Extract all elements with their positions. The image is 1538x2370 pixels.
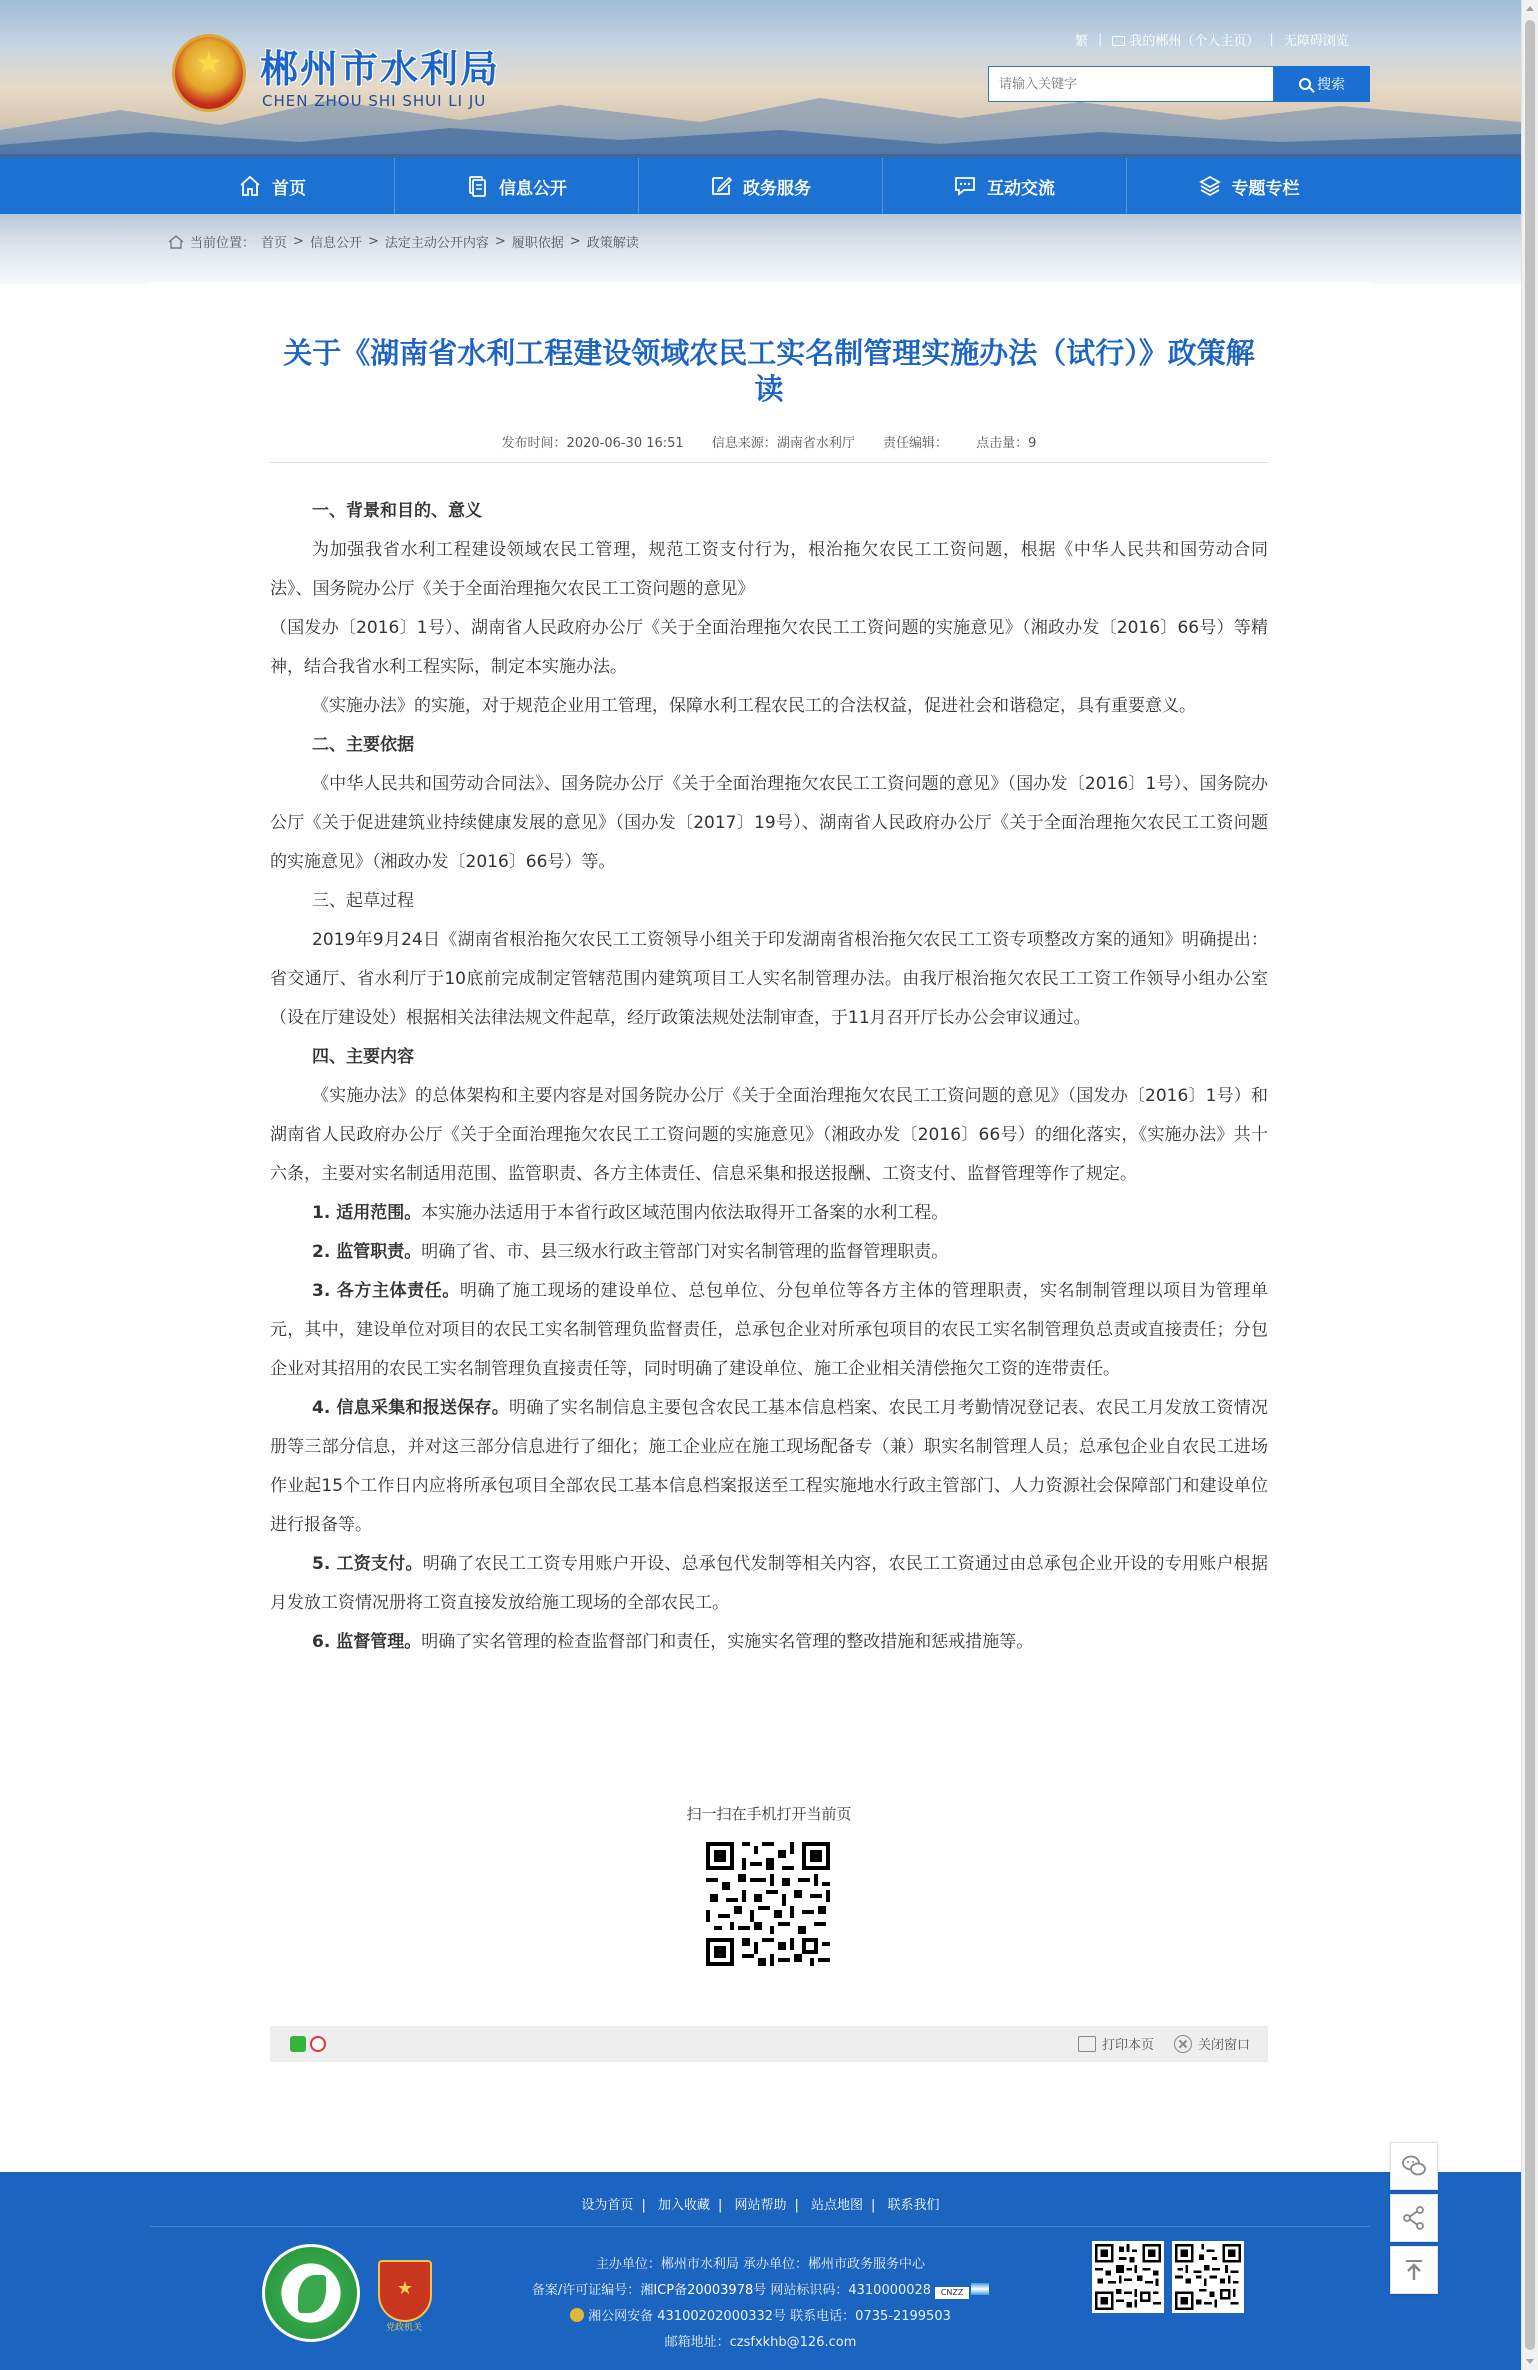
weibo-share-icon[interactable]	[310, 2036, 326, 2052]
list-item	[270, 1194, 1268, 1233]
breadcrumb-statutory[interactable]: 法定主动公开内容	[384, 236, 489, 251]
paragraph: 《中华人民共和国劳动合同法》、国务院办公厅《关于全面治理拖欠农民工工资问题的意见》（国办发〔2016〕1号）、国务院办公厅《关于促进建筑业持续健康发展的意见》（国办发〔2017〕19号）、湖南省人民政府办公厅《关于全面治理拖欠农民工工资问题的实施意见》（湘政办发〔2016〕66号）等。	[270, 774, 1268, 872]
item-label: 3. 各方主体责任。	[312, 1281, 460, 1301]
share-icon	[1400, 2204, 1428, 2232]
footer-qr-code-2	[1172, 2241, 1244, 2313]
item-label: 4. 信息采集和报送保存。	[312, 1398, 510, 1418]
icp-label: 备案/许可证编号：	[531, 2283, 641, 2298]
breadcrumb	[168, 232, 639, 251]
my-homepage-link[interactable]	[1112, 30, 1259, 49]
nav-home-label: 首页	[272, 178, 306, 199]
share-icons	[290, 2036, 326, 2052]
top-links	[1075, 30, 1349, 49]
responsible-editor: 责任编辑：	[883, 436, 949, 451]
print-label: 打印本页	[1101, 2038, 1154, 2053]
list-item	[270, 1623, 1268, 1662]
info-source: 信息来源：湖南省水利厅	[711, 436, 855, 451]
separator: |	[1269, 32, 1274, 47]
document-icon	[465, 174, 489, 198]
footer-police	[0, 2304, 1521, 2330]
item-label: 2. 监管职责。	[312, 1242, 422, 1262]
footer-link-help[interactable]: 网站帮助	[734, 2198, 787, 2213]
footer-link-favorite[interactable]: 加入收藏	[657, 2198, 710, 2213]
publish-date: 发布时间：2020-06-30 16:51	[501, 436, 684, 451]
item-text: 本实施办法适用于本省行政区域范围内依法取得开工备案的水利工程。	[421, 1203, 949, 1223]
paragraph: 《实施办法》的实施，对于规范企业用工管理，保障水利工程农民工的合法权益，促进社会和谐稳定，具有重要意义。	[312, 696, 1196, 716]
breadcrumb-info-public[interactable]: 信息公开	[309, 236, 362, 251]
footer-link-sitemap[interactable]: 站点地图	[811, 2198, 864, 2213]
nav-gov-service[interactable]	[639, 158, 883, 214]
wechat-share-icon[interactable]	[290, 2036, 306, 2052]
item-text: 明确了农民工工资专用账户开设、总承包代发制等相关内容，农民工工资通过由总承包企业开设的专用账户根据月发放工资情况册将工资直接发放给施工现场的全部农民工。	[270, 1554, 1268, 1613]
footer-divider	[150, 2226, 1370, 2227]
search-icon	[1299, 78, 1311, 90]
list-item	[270, 1389, 1268, 1545]
breadcrumb-prefix: 当前位置：	[190, 236, 256, 251]
breadcrumb-duty-basis[interactable]: 履职依据	[511, 236, 564, 251]
view-count: 点击量：9	[976, 436, 1037, 451]
footer-organizer: 主办单位：郴州市水利局 承办单位：郴州市政务服务中心	[595, 2257, 926, 2272]
scroll-up-icon[interactable]	[1526, 6, 1534, 11]
qr-label: 扫一扫在手机打开当前页	[686, 1805, 852, 1823]
nav-info-public[interactable]	[395, 158, 639, 214]
accessibility-link[interactable]: 无障碍浏览	[1283, 34, 1349, 49]
share-bar	[270, 2026, 1268, 2062]
search-input[interactable]	[988, 66, 1274, 102]
item-text: 明确了省、市、县三级水行政主管部门对实名制管理的监督管理职责。	[421, 1242, 949, 1262]
traditional-chinese-link[interactable]: 繁	[1075, 34, 1089, 49]
nav-interaction[interactable]	[883, 158, 1127, 214]
badge-emblem-icon: ★	[396, 2278, 414, 2299]
close-window-button[interactable]	[1174, 2034, 1250, 2053]
breadcrumb-sep: >	[367, 234, 379, 249]
nav-special-topics[interactable]	[1127, 158, 1371, 214]
police-record[interactable]: 湘公网安备 43100202000332号 联系电话：0735-2199503	[588, 2309, 951, 2324]
breadcrumb-sep: >	[494, 234, 506, 249]
item-label: 6. 监督管理。	[312, 1632, 422, 1652]
breadcrumb-policy[interactable]: 政策解读	[586, 236, 639, 251]
main-nav	[0, 158, 1521, 214]
breadcrumb-sep: >	[569, 234, 581, 249]
nav-interaction-label: 互动交流	[987, 178, 1055, 199]
my-homepage-label: 我的郴州（个人主页）	[1129, 34, 1260, 49]
separator: |	[1098, 32, 1103, 47]
scroll-down-icon[interactable]	[1526, 2359, 1534, 2364]
home-icon	[238, 174, 262, 198]
item-text: 明确了实名制信息主要包含农民工基本信息档案、农民工月考勤情况登记表、农民工月发放工资情况册等三部分信息，并对这三部分信息进行了细化；施工企业应在施工现场配备专（兼）职实名制管理人员；总承包企业自农民工进场作业起15个工作日内应将所承包项目全部农民工基本信息档案报送至工程实施地水行政主管部门、人力资源社会保障部门和建设单位进行报备等。	[270, 1398, 1268, 1535]
icp-number[interactable]: 湘ICP备20003978号	[640, 2283, 767, 2298]
wechat-float-button[interactable]	[1390, 2142, 1438, 2190]
site-code: 网站标识码：4310000028	[766, 2283, 932, 2298]
home-icon	[168, 235, 184, 249]
back-to-top-button[interactable]	[1390, 2246, 1438, 2294]
paragraph: （国发办〔2016〕1号）、湖南省人民政府办公厅《关于全面治理拖欠农民工工资问题的实施意见》（湘政办发〔2016〕66号）等精神，结合我省水利工程实际，制定本实施办法。	[270, 618, 1268, 677]
list-item	[270, 1233, 1268, 1272]
footer-info	[0, 2252, 1521, 2356]
wechat-icon	[1400, 2152, 1428, 2180]
search-box	[988, 66, 1370, 102]
national-emblem-icon[interactable]: ★	[172, 34, 246, 112]
paragraph: 2019年9月24日《湖南省根治拖欠农民工工资领导小组关于印发湖南省根治拖欠农民工工资专项整改方案的通知》明确提出：省交通厅、省水利厅于10底前完成制定管辖范围内建筑项目工人实名制管理办法。由我厅根治拖欠农民工工资工作领导小组办公室（设在厅建设处）根据相关法律法规文件起草，经厅政策法规处法制审查，于11月召开厅长办公会审议通过。	[270, 930, 1268, 1028]
share-float-button[interactable]	[1390, 2194, 1438, 2242]
stats-icon[interactable]	[971, 2283, 989, 2295]
cnzz-icon[interactable]: CNZZ	[935, 2287, 969, 2299]
footer-qr-code-1	[1092, 2241, 1164, 2313]
page-qr-code	[702, 1838, 834, 1970]
site-title[interactable]: 郴州市水利局	[260, 47, 501, 91]
section-heading: 四、主要内容	[312, 1047, 414, 1067]
police-badge-icon	[570, 2308, 584, 2322]
site-header	[0, 0, 1521, 160]
footer-icp	[0, 2278, 1521, 2304]
monitor-icon	[1112, 36, 1125, 46]
close-icon	[1174, 2035, 1192, 2053]
breadcrumb-home[interactable]: 首页	[261, 236, 288, 251]
footer-link-set-home[interactable]: 设为首页	[581, 2198, 634, 2213]
site-subtitle: CHEN ZHOU SHI SHUI LI JU	[262, 92, 487, 110]
article-body	[270, 492, 1268, 1662]
footer-links: 设为首页 | 加入收藏 | 网站帮助 | 站点地图 | 联系我们	[581, 2198, 940, 2213]
layers-icon	[1198, 174, 1222, 198]
nav-special-topics-label: 专题专栏	[1231, 178, 1300, 199]
footer-email: 邮箱地址：czsfxkhb@126.com	[664, 2335, 857, 2350]
item-label: 1. 适用范围。	[312, 1203, 422, 1223]
site-footer	[0, 2172, 1521, 2370]
chat-icon	[953, 174, 977, 198]
side-toolbar	[1390, 2142, 1438, 2298]
nav-home[interactable]	[151, 158, 395, 214]
title-divider	[270, 462, 1268, 463]
section-heading: 一、背景和目的、意义	[312, 501, 482, 521]
footer-link-contact[interactable]: 联系我们	[887, 2198, 940, 2213]
item-text: 明确了施工现场的建设单位、总包单位、分包单位等各方主体的管理职责，实名制制管理以项目为管理单元，其中，建设单位对项目的农民工实名制管理负监督责任，总承包企业对所承包项目的农民工实名制管理负总责或直接责任；分包企业对其招用的农民工实名制管理负直接责任等，同时明确了建设单位、施工企业相关清偿拖欠工资的连带责任。	[270, 1281, 1268, 1379]
list-item	[270, 1545, 1268, 1623]
nav-info-public-label: 信息公开	[499, 178, 567, 199]
section-heading: 二、主要依据	[312, 735, 414, 755]
list-item	[270, 1272, 1268, 1389]
search-button[interactable]	[1274, 66, 1370, 102]
arrow-up-icon	[1400, 2256, 1428, 2284]
breadcrumb-sep: >	[293, 234, 304, 249]
page-actions	[1078, 2034, 1250, 2053]
article-meta	[270, 432, 1268, 451]
scroll-thumb[interactable]	[1525, 20, 1535, 2350]
page-scrollbar[interactable]	[1521, 0, 1538, 2370]
printer-icon	[1078, 2036, 1096, 2052]
close-label: 关闭窗口	[1197, 2038, 1250, 2053]
section-heading: 三、起草过程	[312, 891, 414, 911]
search-button-label: 搜索	[1317, 77, 1345, 93]
paragraph: 为加强我省水利工程建设领域农民工管理，规范工资支付行为，根治拖欠农民工工资问题，根据《中华人民共和国劳动合同法》、国务院办公厅《关于全面治理拖欠农民工工资问题的意见》	[270, 540, 1268, 599]
edit-icon	[709, 174, 733, 198]
article-title: 关于《湖南省水利工程建设领域农民工实名制管理实施办法（试行）》政策解读	[283, 336, 1255, 406]
nav-gov-service-label: 政务服务	[743, 178, 811, 199]
item-label: 5. 工资支付。	[312, 1554, 423, 1574]
badge-caption: 党政机关	[386, 2323, 423, 2333]
paragraph: 《实施办法》的总体架构和主要内容是对国务院办公厅《关于全面治理拖欠农民工工资问题的意见》（国发办〔2016〕1号）和湖南省人民政府办公厅《关于全面治理拖欠农民工工资问题的实施意见》（湘政办发〔2016〕66号）的细化落实，《实施办法》共十六条，主要对实名制适用范围、监管职责、各方主体责任、信息采集和报送报酬、工资支付、监督管理等作了规定。	[270, 1086, 1268, 1184]
print-button[interactable]	[1078, 2034, 1154, 2053]
item-text: 明确了实名管理的检查监督部门和责任，实施实名管理的整改措施和惩戒措施等。	[421, 1632, 1034, 1652]
